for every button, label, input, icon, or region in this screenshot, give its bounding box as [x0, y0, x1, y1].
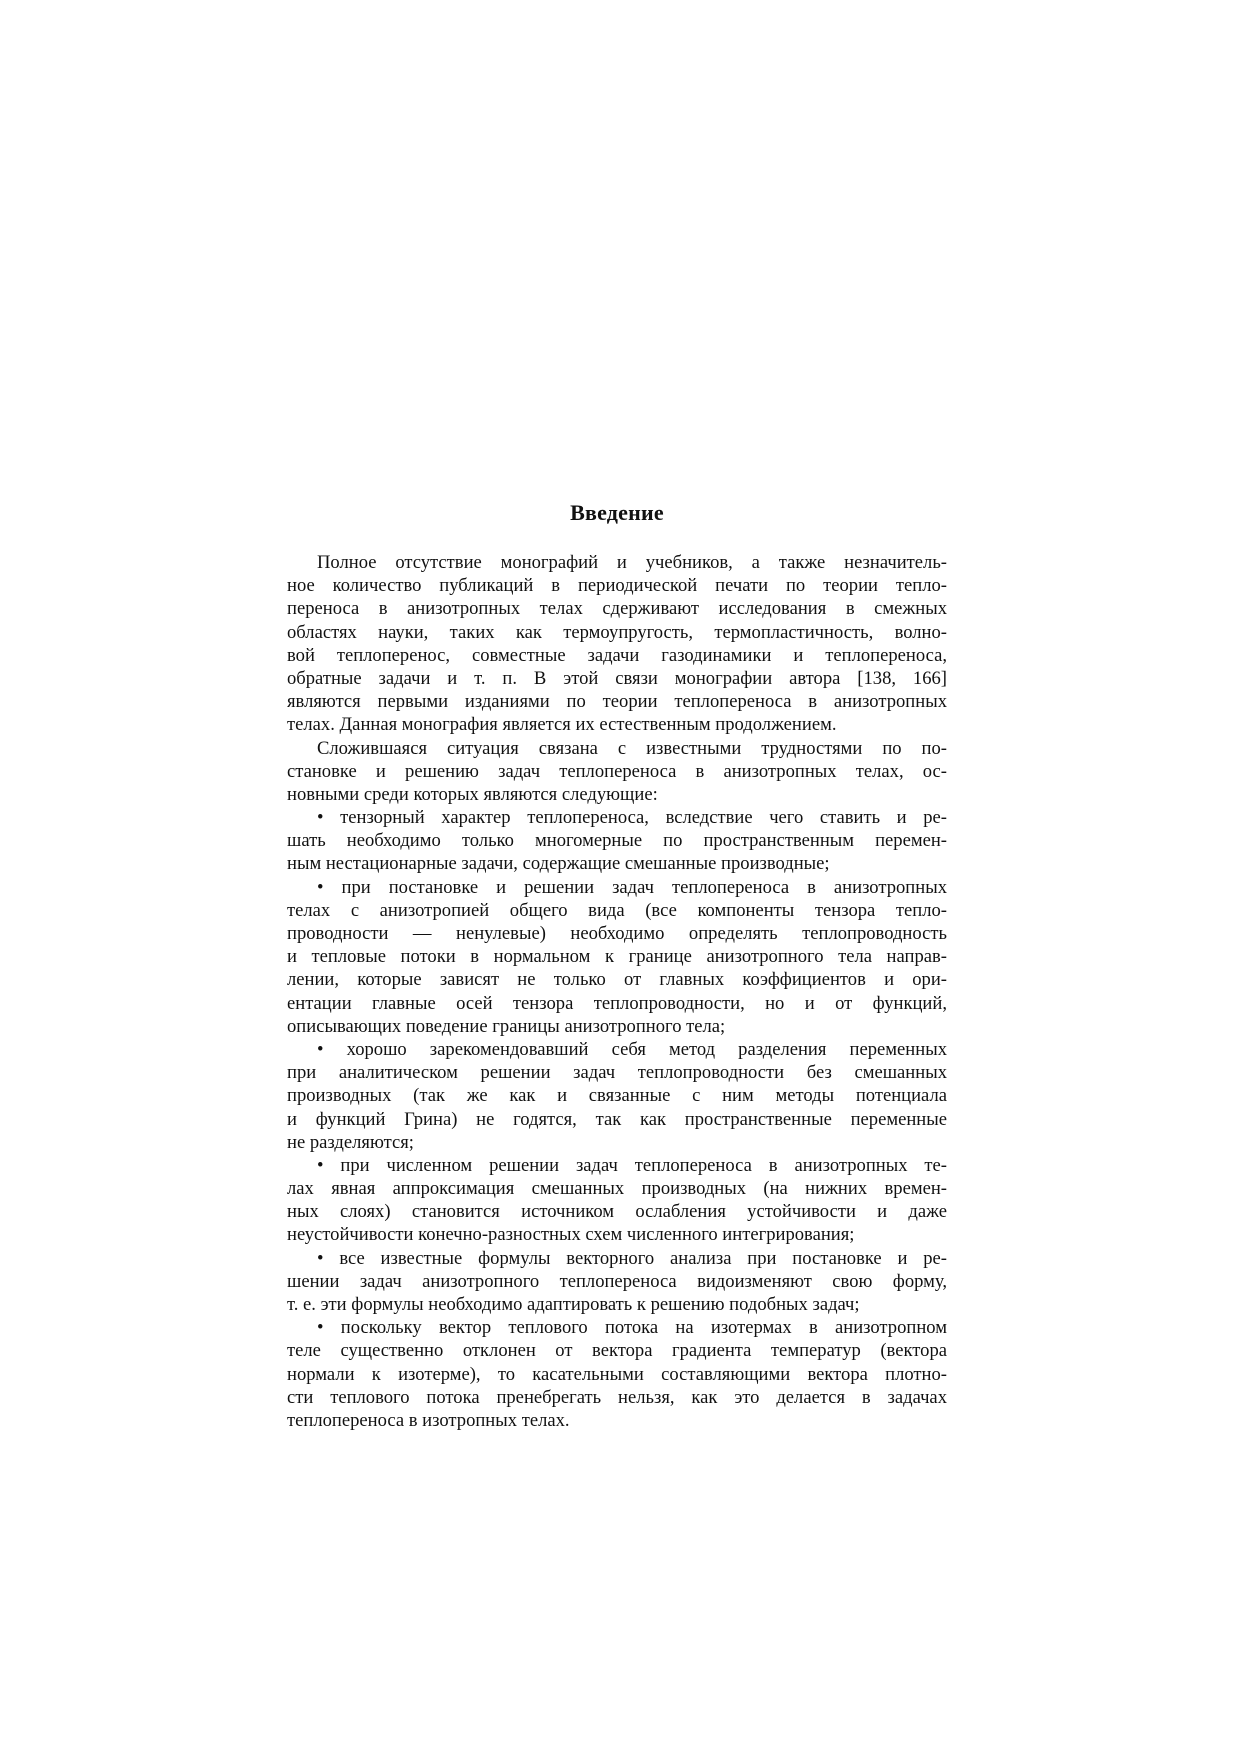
text-line: теплопереноса в изотропных телах.	[287, 1409, 570, 1431]
text-line: и функций Грина) не годятся, так как пространственные переменные	[287, 1108, 947, 1130]
text-line: Сложившаяся ситуация связана с известными трудностями по по-	[317, 737, 947, 759]
text-line: • поскольку вектор теплового потока на изотермах в анизотропном	[317, 1317, 947, 1339]
text-line: телах с анизотропией общего вида (все компоненты тензора тепло-	[287, 899, 947, 921]
text-line: Полное отсутствие монографий и учебников, а также незначитель-	[317, 552, 947, 573]
text-line: ным нестационарные задачи, содержащие смешанные производные;	[287, 853, 830, 875]
bullet-paragraph	[287, 806, 947, 876]
text-block	[287, 500, 947, 1432]
text-line: ных слоях) становится источником ослабления устойчивости и даже	[287, 1201, 947, 1223]
text-line: и тепловые потоки в нормальном к границе анизотропного тела направ-	[287, 946, 947, 968]
text-line: нормали к изотерме), то касательными составляющими вектора плотно-	[287, 1363, 947, 1385]
text-line: шать необходимо только многомерные по пространственным перемен-	[287, 830, 947, 852]
text-line: лах явная аппроксимация смешанных производных (на нижних времен-	[287, 1178, 947, 1200]
text-line: • при постановке и решении задач теплопереноса в анизотропных	[317, 876, 947, 898]
text-line: не разделяются;	[287, 1131, 414, 1153]
text-line: новными среди которых являются следующие:	[287, 783, 658, 805]
text-line: неустойчивости конечно-разностных схем численного интегрирования;	[287, 1224, 855, 1246]
paragraph	[287, 737, 947, 807]
text-line: обратные задачи и т. п. В этой связи монографии автора [138, 166]	[287, 667, 947, 689]
section-title: Введение	[570, 500, 664, 525]
text-line: телах. Данная монография является их естественным продолжением.	[287, 714, 837, 736]
text-line: производных (так же как и связанные с ним методы потенциала	[287, 1085, 947, 1107]
text-line: становке и решению задач теплопереноса в анизотропных телах, ос-	[287, 760, 947, 782]
bullet-paragraph	[287, 1154, 947, 1247]
text-line: переноса в анизотропных телах сдерживают исследования в смежных	[287, 598, 947, 620]
text-line: при аналитическом решении задач теплопроводности без смешанных	[287, 1062, 947, 1084]
text-line: ное количество публикаций в периодической печати по теории тепло-	[287, 575, 947, 597]
text-line: шении задач анизотропного теплопереноса видоизменяют свою форму,	[287, 1270, 947, 1292]
text-line: проводности — ненулевые) необходимо определять теплопроводность	[287, 923, 947, 944]
text-line: • хорошо зарекомендовавший себя метод разделения переменных	[317, 1038, 947, 1060]
text-line: областях науки, таких как термоупругость, термопластичность, волно-	[287, 621, 947, 643]
text-line: вой теплоперенос, совместные задачи газодинамики и теплопереноса,	[287, 644, 947, 666]
bullet-paragraph	[287, 1038, 947, 1154]
paragraph	[287, 551, 947, 737]
bullet-paragraph	[287, 876, 947, 1038]
bullet-paragraph	[287, 1247, 947, 1317]
text-line: • при численном решении задач теплопереноса в анизотропных те-	[317, 1154, 947, 1176]
text-line: теле существенно отклонен от вектора градиента температур (вектора	[287, 1340, 947, 1362]
text-line: ентации главные осей тензора теплопроводности, но и от функций,	[287, 992, 947, 1014]
text-line: лении, которые зависят не только от главных коэффициентов и ори-	[287, 969, 947, 991]
bullet-paragraph	[287, 1316, 947, 1432]
text-line: • тензорный характер теплопереноса, вследствие чего ставить и ре-	[317, 807, 947, 829]
text-line: т. е. эти формулы необходимо адаптировать к решению подобных задач;	[287, 1294, 860, 1315]
text-line: • все известные формулы векторного анализа при постановке и ре-	[317, 1247, 947, 1269]
text-line: являются первыми изданиями по теории теплопереноса в анизотропных	[287, 691, 947, 713]
text-line: описывающих поведение границы анизотропного тела;	[287, 1015, 726, 1037]
text-line: сти теплового потока пренебрегать нельзя, как это делается в задачах	[287, 1386, 947, 1408]
